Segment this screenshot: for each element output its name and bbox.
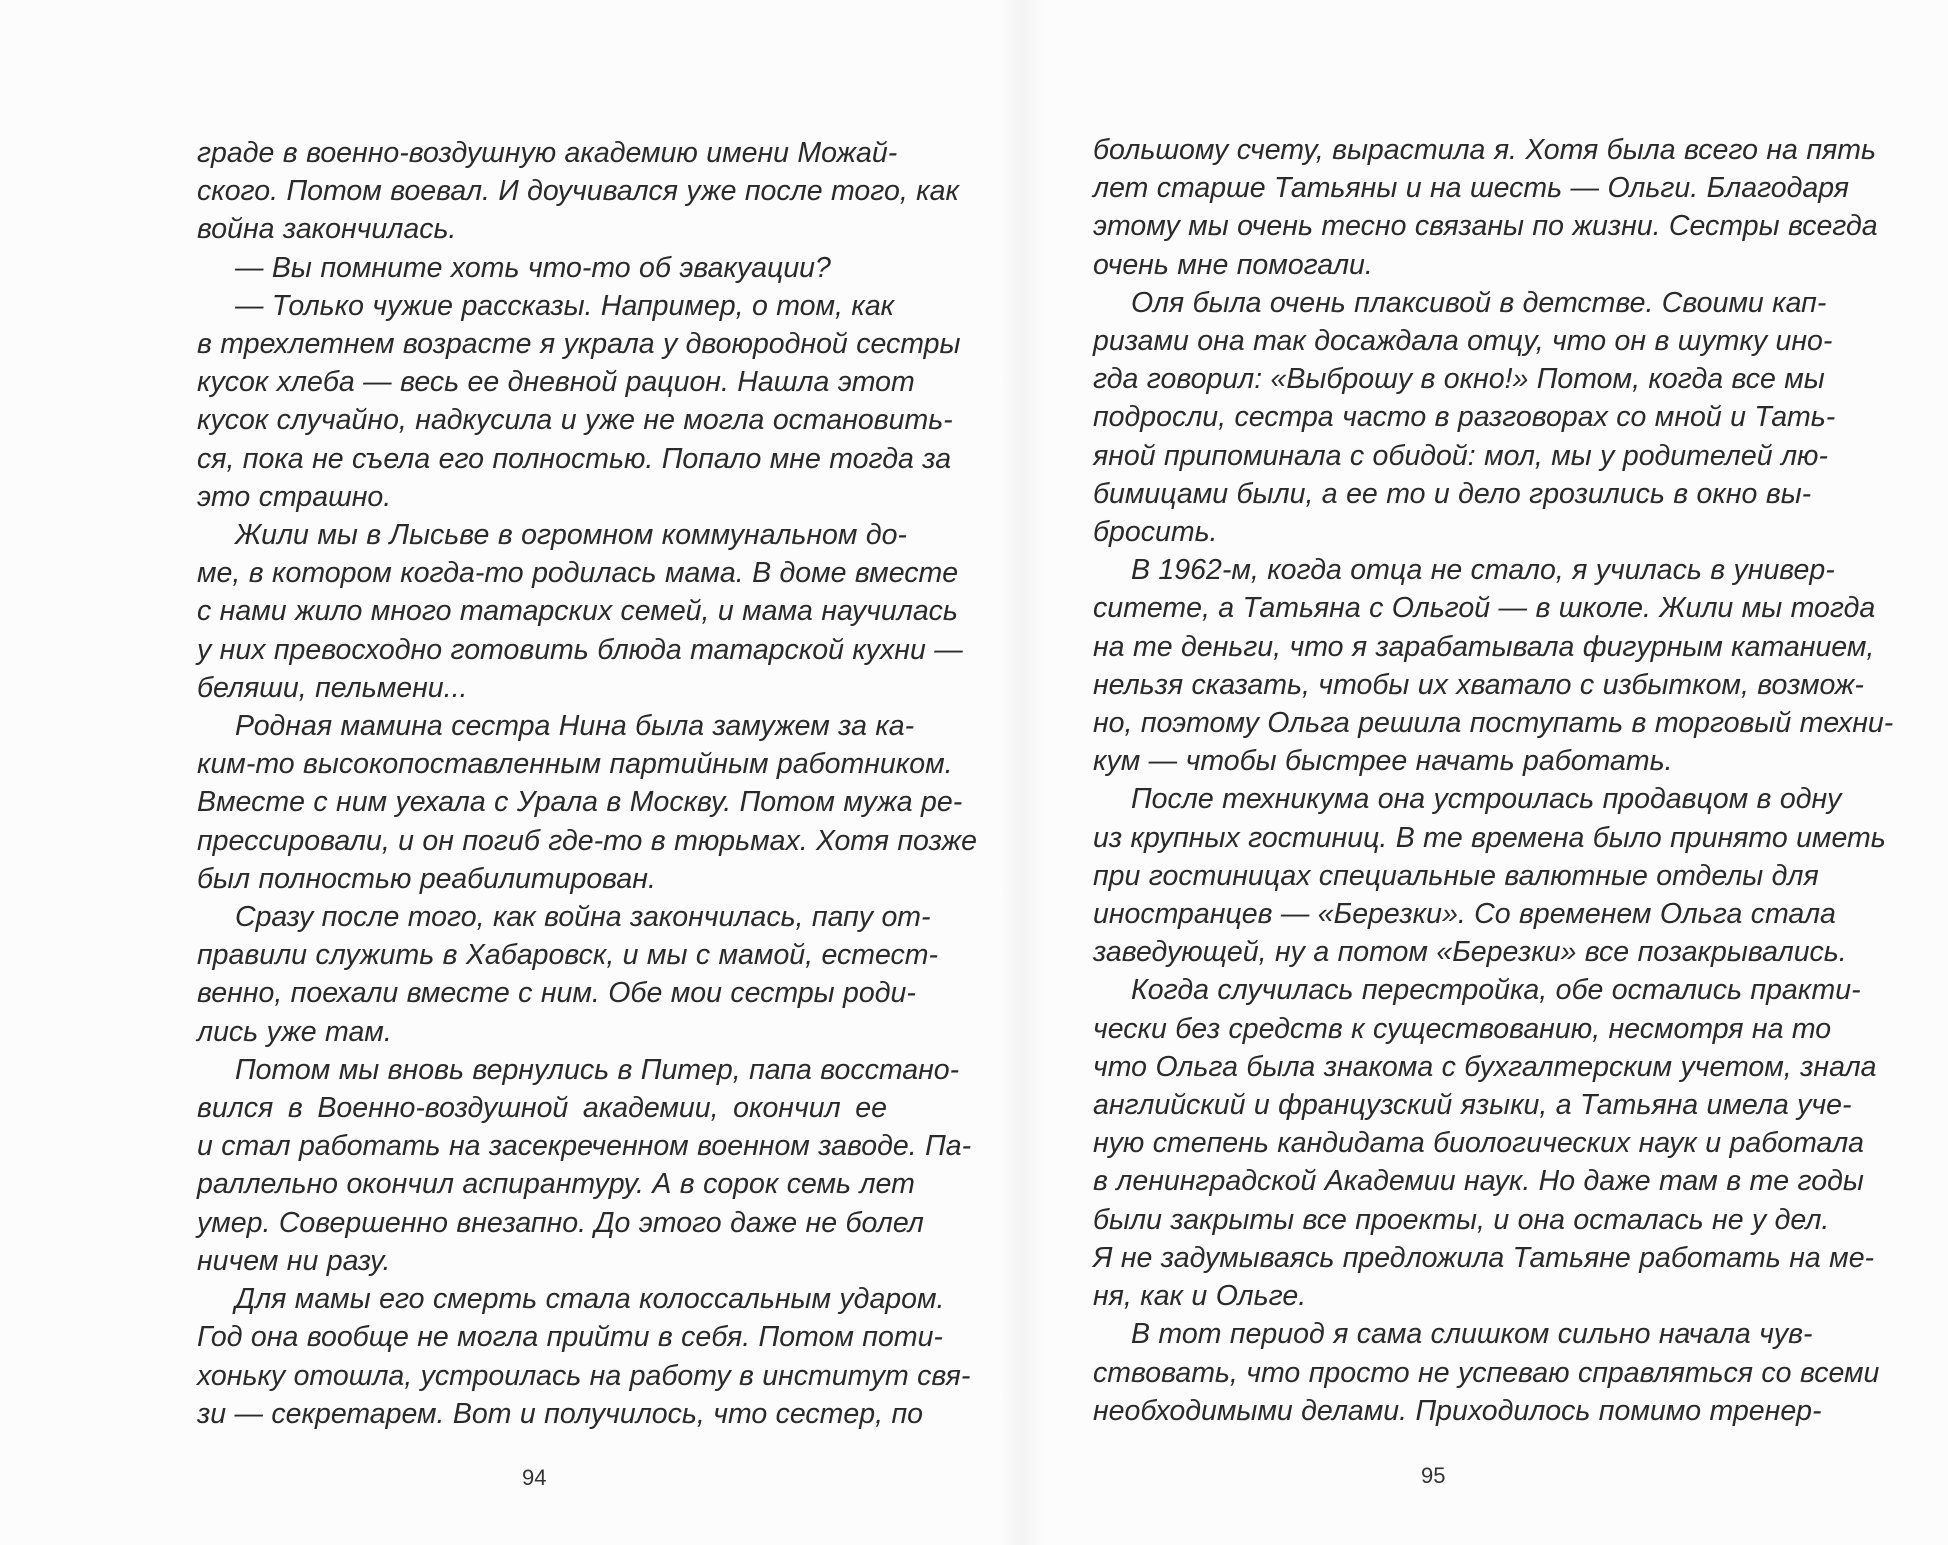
text-line: Потом мы вновь вернулись в Питер, папа восстано- [235,1053,960,1086]
text-line: — Вы помните хоть что-то об эвакуации? [235,251,831,284]
text-line: раллельно окончил аспирантуру. А в сорок семь лет [197,1168,915,1201]
text-line: Год она вообще не могла прийти в себя. Потом поти- [197,1321,943,1354]
right-page-text [1093,131,1894,1430]
text-line: с нами жило много татарских семей, и мама научилась [197,595,958,628]
text-line: хоньку отошла, устроилась на работу в институт свя- [197,1359,971,1392]
text-line: что Ольга была знакома с бухгалтерским учетом, знала [1093,1050,1877,1083]
text-line: кусок хлеба — весь ее дневной рацион. Нашла этот [197,366,915,399]
text-line: английский и французский языки, а Татьяна имела уче- [1093,1089,1852,1122]
text-line: Сразу после того, как война закончилась, папу от- [235,901,931,934]
text-line: лись уже там. [197,1015,392,1048]
text-line: Оля была очень плаксивой в детстве. Своими кап- [1131,286,1827,319]
text-line: ничем ни разу. [197,1244,391,1277]
text-line: вился в Военно-воздушной академии, окончил ее [197,1092,887,1125]
text-line: были закрыты все проекты, и она осталась не у дел. [1093,1203,1830,1236]
text-line: Жили мы в Лысьве в огромном коммунальном до- [235,519,907,552]
text-line: был полностью реабилитирован. [197,862,656,895]
text-line: у них превосходно готовить блюда татарской кухни — [197,633,963,666]
text-line: в ленинградской Академии наук. Но даже там в те годы [1093,1165,1864,1198]
text-line: Когда случилась перестройка, обе остались практи- [1131,974,1861,1007]
text-line: правили служить в Хабаровск, и мы с мамой, естест- [197,939,939,972]
text-line: этому мы очень тесно связаны по жизни. Сестры всегда [1093,210,1878,243]
text-line: лет старше Татьяны и на шесть — Ольги. Благодаря [1093,172,1850,205]
text-line: Для мамы его смерть стала колоссальным ударом. [235,1283,945,1316]
left-page-text [197,134,977,1433]
text-line: ствовать, что просто не успеваю справляться со всеми [1093,1356,1880,1389]
text-line: но, поэтому Ольга решила поступать в торговый техни- [1093,707,1894,740]
text-line: необходимыми делами. Приходилось помимо тренер- [1093,1394,1822,1427]
text-line: нельзя сказать, чтобы их хватало с избытком, возмож- [1093,668,1864,701]
text-line: при гостиницах специальные валютные отделы для [1093,859,1819,892]
text-line: иностранцев — «Березки». Со временем Ольга стала [1093,898,1836,931]
text-line: в трехлетнем возрасте я украла у двоюродной сестры [197,328,961,361]
text-line: ситете, а Татьяна с Ольгой — в школе. Жили мы тогда [1093,592,1876,625]
text-line: В 1962-м, когда отца не стало, я училась в универ- [1131,554,1835,587]
text-line: большому счету, вырастила я. Хотя была всего на пять [1093,134,1876,166]
text-line: Вместе с ним уехала с Урала в Москву. Потом мужа ре- [197,786,963,819]
text-line: ную степень кандидата биологических наук и работала [1093,1127,1865,1160]
text-line: на те деньги, что я зарабатывала фигурным катанием, [1093,630,1875,663]
text-line: ского. Потом воевал. И доучивался уже после того, как [197,175,959,208]
left-page-number: 94 [522,1465,547,1490]
text-line: чески без средств к существованию, несмотря на то [1093,1012,1832,1045]
text-line: заведующей, ну а потом «Березки» все позакрывались. [1093,936,1847,969]
text-line: Родная мамина сестра Нина была замужем за ка- [235,710,915,743]
text-line: В тот период я сама слишком сильно начала чув- [1131,1318,1813,1351]
text-line: ризами она так досаждала отцу, что он в шутку ино- [1093,325,1833,358]
text-line: граде в военно-воздушную академию имени Можай- [197,137,898,169]
book-gutter [1000,0,1048,1545]
text-line: и стал работать на засекреченном военном заводе. Па- [197,1130,972,1163]
text-line: После техникума она устроилась продавцом в одну [1131,783,1842,816]
text-line: венно, поехали вместе с ним. Обе мои сестры роди- [197,977,916,1010]
text-line: кум — чтобы быстрее начать работать. [1093,745,1673,778]
text-line: гда говорил: «Выброшу в окно!» Потом, когда все мы [1093,363,1825,396]
text-line: кусок случайно, надкусила и уже не могла остановить- [197,404,953,437]
text-line: беляши, пельмени... [197,671,468,704]
text-line: бросить. [1093,516,1218,549]
text-line: — Только чужие рассказы. Например, о том, как [235,289,895,322]
text-line: зи — секретарем. Вот и получилось, что сестер, по [197,1397,923,1430]
text-line: ня, как и Ольге. [1093,1280,1307,1313]
text-line: яной припоминала с обидой: мол, мы у родителей лю- [1093,439,1828,472]
text-line: война закончилась. [197,213,457,246]
text-line: подросли, сестра часто в разговорах со мной и Тать- [1093,401,1836,434]
text-line: очень мне помогали. [1093,248,1373,281]
right-page [1048,0,1948,1545]
text-line: это страшно. [197,480,392,513]
text-line: ким-то высокопоставленным партийным работником. [197,748,953,781]
text-line: ся, пока не съела его полностью. Попало мне тогда за [197,442,952,475]
text-line: из крупных гостиниц. В те времена было принято иметь [1093,821,1886,854]
text-line: бимицами были, а ее то и дело грозились в окно вы- [1093,477,1812,510]
right-page-number: 95 [1421,1463,1446,1488]
text-line: прессировали, и он погиб где-то в тюрьмах. Хотя позже [197,824,977,857]
text-line: умер. Совершенно внезапно. До этого даже не болел [197,1206,924,1239]
text-line: Я не задумываясь предложила Татьяне работать на ме- [1093,1241,1875,1274]
text-line: ме, в котором когда-то родилась мама. В доме вместе [197,557,959,590]
